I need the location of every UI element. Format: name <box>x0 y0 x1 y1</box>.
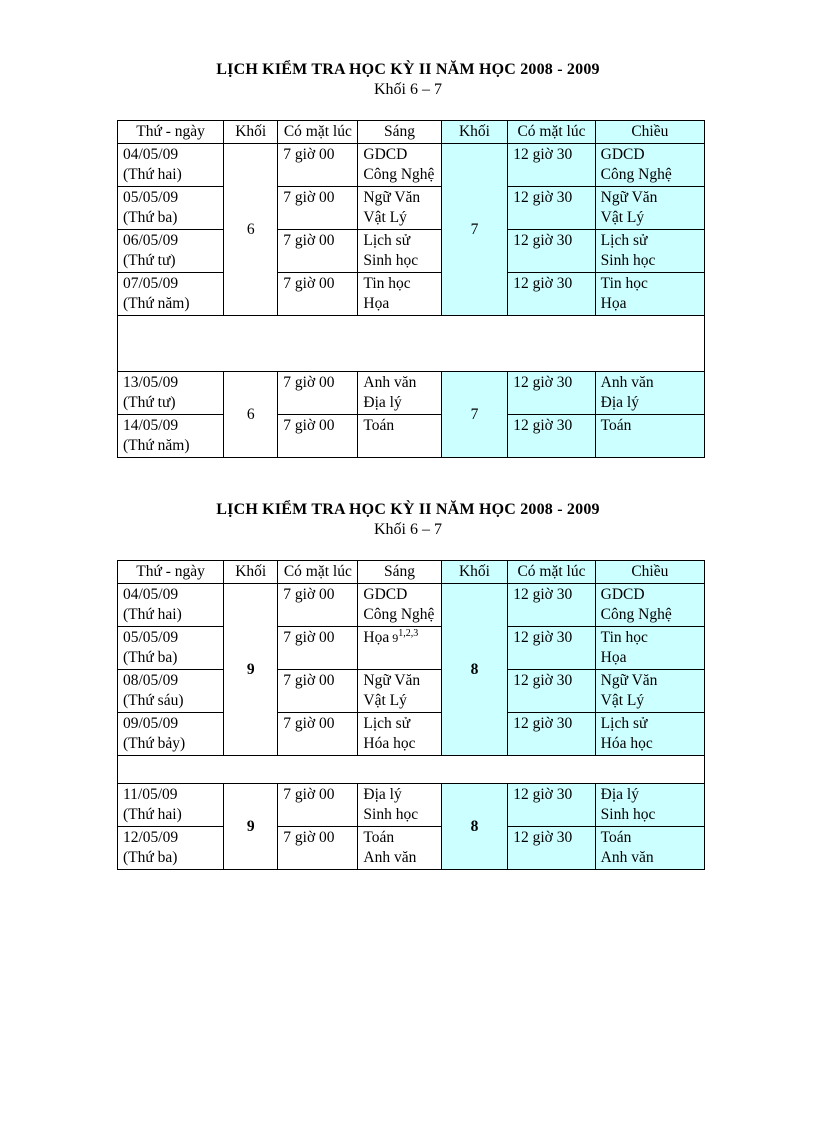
header-morning: Sáng <box>358 561 441 584</box>
subject: Địa lý <box>600 786 639 803</box>
table-row <box>118 584 705 627</box>
weekday: (Thứ bảy) <box>123 735 186 752</box>
morning-time: 7 giờ 00 <box>278 187 358 230</box>
separator-row <box>118 756 705 784</box>
morning-subjects <box>358 584 441 627</box>
afternoon-subjects <box>595 713 704 756</box>
header-arrival: Có mặt lúc <box>278 121 358 144</box>
subject: Toán <box>600 829 632 846</box>
morning-subjects <box>358 273 441 316</box>
subject: Ngữ Văn <box>363 189 421 206</box>
table-row <box>118 273 705 316</box>
morning-subjects <box>358 827 441 870</box>
subject: Anh văn <box>600 374 654 391</box>
header-date: Thứ - ngày <box>118 121 224 144</box>
subject: Toán <box>363 829 395 846</box>
subject: GDCD <box>363 586 408 603</box>
afternoon-grade: 8 <box>441 784 508 870</box>
weekday: (Thứ tư) <box>123 394 176 411</box>
morning-time: 7 giờ 00 <box>278 372 358 415</box>
date: 04/05/09 <box>123 586 179 603</box>
afternoon-subjects <box>595 784 704 827</box>
subject: Sinh học <box>363 806 419 823</box>
subject: Công Nghệ <box>363 606 435 623</box>
subject: Ngữ Văn <box>363 672 421 689</box>
date: 07/05/09 <box>123 275 179 292</box>
weekday: (Thứ năm) <box>123 437 190 454</box>
afternoon-time: 12 giờ 30 <box>508 827 595 870</box>
morning-time: 7 giờ 00 <box>278 713 358 756</box>
morning-grade: 6 <box>224 372 278 458</box>
morning-time: 7 giờ 00 <box>278 230 358 273</box>
subject: Sinh học <box>600 806 656 823</box>
morning-subjects <box>358 144 441 187</box>
date-cell <box>118 144 224 187</box>
weekday: (Thứ năm) <box>123 295 190 312</box>
morning-subjects <box>358 230 441 273</box>
date-cell <box>118 713 224 756</box>
subject: Ngữ Văn <box>600 189 658 206</box>
morning-subjects <box>358 627 441 670</box>
afternoon-time: 12 giờ 30 <box>508 713 595 756</box>
header-grade: Khối <box>224 561 278 584</box>
morning-subjects <box>358 415 441 458</box>
table-row <box>118 784 705 827</box>
afternoon-grade: 7 <box>441 144 508 316</box>
subject: Toán <box>600 417 632 434</box>
subject: Sinh học <box>600 252 656 269</box>
afternoon-subjects <box>595 584 704 627</box>
afternoon-time: 12 giờ 30 <box>508 627 595 670</box>
subject: Họa <box>600 295 627 312</box>
date-cell <box>118 584 224 627</box>
header-afternoon: Chiều <box>595 561 704 584</box>
table-row <box>118 670 705 713</box>
header-row <box>118 121 705 144</box>
afternoon-time: 12 giờ 30 <box>508 670 595 713</box>
date-cell <box>118 230 224 273</box>
schedule-title: LỊCH KIỂM TRA HỌC KỲ II NĂM HỌC 2008 - 2009 <box>216 501 600 518</box>
table-row <box>118 713 705 756</box>
subject: GDCD <box>363 146 408 163</box>
afternoon-subjects <box>595 372 704 415</box>
afternoon-time: 12 giờ 30 <box>508 584 595 627</box>
date-cell <box>118 187 224 230</box>
class-numbers: 1,2,3 <box>398 628 419 639</box>
date: 13/05/09 <box>123 374 179 391</box>
morning-subjects <box>358 372 441 415</box>
date: 05/05/09 <box>123 189 179 206</box>
weekday: (Thứ hai) <box>123 606 182 623</box>
subject: Địa lý <box>363 394 402 411</box>
date: 05/05/09 <box>123 629 179 646</box>
morning-time: 7 giờ 00 <box>278 273 358 316</box>
weekday: (Thứ hai) <box>123 806 182 823</box>
subject: Hóa học <box>363 735 416 752</box>
subject: Sinh học <box>363 252 419 269</box>
subject: Địa lý <box>363 786 402 803</box>
afternoon-subjects <box>595 670 704 713</box>
date-cell <box>118 372 224 415</box>
separator-cell <box>118 316 705 372</box>
morning-time: 7 giờ 00 <box>278 784 358 827</box>
subject: Lịch sử <box>363 232 411 249</box>
header-grade: Khối <box>441 561 508 584</box>
date-cell <box>118 670 224 713</box>
morning-grade: 9 <box>224 584 278 756</box>
weekday: (Thứ ba) <box>123 649 178 666</box>
morning-time: 7 giờ 00 <box>278 584 358 627</box>
subject: Công Nghệ <box>600 166 672 183</box>
date-cell <box>118 627 224 670</box>
morning-subjects <box>358 713 441 756</box>
morning-grade: 6 <box>224 144 278 316</box>
header-grade: Khối <box>224 121 278 144</box>
date: 12/05/09 <box>123 829 179 846</box>
morning-time: 7 giờ 00 <box>278 415 358 458</box>
separator-cell <box>118 756 705 784</box>
header-row <box>118 561 705 584</box>
subject: Tin học <box>363 275 411 292</box>
afternoon-grade: 8 <box>441 584 508 756</box>
date: 11/05/09 <box>123 786 178 803</box>
table-row <box>118 627 705 670</box>
date: 08/05/09 <box>123 672 179 689</box>
afternoon-subjects <box>595 627 704 670</box>
header-afternoon: Chiều <box>595 121 704 144</box>
weekday: (Thứ ba) <box>123 209 178 226</box>
class-group: 9 <box>389 631 399 645</box>
afternoon-time: 12 giờ 30 <box>508 187 595 230</box>
table-row <box>118 827 705 870</box>
subject: Ngữ Văn <box>600 672 658 689</box>
subject: Vật Lý <box>600 692 645 709</box>
subject: Hóa học <box>600 735 653 752</box>
subject: Anh văn <box>363 374 417 391</box>
date: 04/05/09 <box>123 146 179 163</box>
subject: Họa <box>600 649 627 666</box>
morning-time: 7 giờ 00 <box>278 627 358 670</box>
schedule-table <box>117 120 705 458</box>
morning-subjects <box>358 187 441 230</box>
afternoon-subjects <box>595 230 704 273</box>
table-row <box>118 144 705 187</box>
schedule-title: LỊCH KIỂM TRA HỌC KỲ II NĂM HỌC 2008 - 2009 <box>216 61 600 78</box>
separator-row <box>118 316 705 372</box>
afternoon-subjects <box>595 273 704 316</box>
subject: Tin học <box>600 629 648 646</box>
afternoon-time: 12 giờ 30 <box>508 273 595 316</box>
subject: Lịch sử <box>600 715 648 732</box>
subject: Họa <box>363 295 390 312</box>
date: 06/05/09 <box>123 232 179 249</box>
afternoon-time: 12 giờ 30 <box>508 230 595 273</box>
weekday: (Thứ hai) <box>123 166 182 183</box>
date: 09/05/09 <box>123 715 179 732</box>
subject: Vật Lý <box>600 209 645 226</box>
date-cell <box>118 827 224 870</box>
morning-grade: 9 <box>224 784 278 870</box>
date-cell <box>118 415 224 458</box>
subject: Vật Lý <box>363 209 407 226</box>
subject: Vật Lý <box>363 692 407 709</box>
afternoon-grade: 7 <box>441 372 508 458</box>
table-row <box>118 187 705 230</box>
date-cell <box>118 273 224 316</box>
weekday: (Thứ sáu) <box>123 692 184 709</box>
morning-time: 7 giờ 00 <box>278 144 358 187</box>
morning-time: 7 giờ 00 <box>278 670 358 713</box>
header-arrival: Có mặt lúc <box>508 121 595 144</box>
afternoon-subjects <box>595 827 704 870</box>
afternoon-time: 12 giờ 30 <box>508 372 595 415</box>
date-cell <box>118 784 224 827</box>
subject: Lịch sử <box>600 232 648 249</box>
table-row <box>118 230 705 273</box>
schedule-table <box>117 560 705 870</box>
afternoon-time: 12 giờ 30 <box>508 144 595 187</box>
subject: Anh văn <box>600 849 654 866</box>
subject: Lịch sử <box>363 715 411 732</box>
subject: Anh văn <box>363 849 417 866</box>
weekday: (Thứ tư) <box>123 252 176 269</box>
morning-time: 7 giờ 00 <box>278 827 358 870</box>
afternoon-time: 12 giờ 30 <box>508 415 595 458</box>
morning-subjects <box>358 670 441 713</box>
afternoon-subjects <box>595 415 704 458</box>
subject: GDCD <box>600 146 645 163</box>
header-date: Thứ - ngày <box>118 561 224 584</box>
subject: Toán <box>363 417 395 434</box>
subject: Họa 9$^{1,2,3}$ <box>363 628 419 646</box>
table-row <box>118 415 705 458</box>
subject: Công Nghệ <box>363 166 435 183</box>
subject: Công Nghệ <box>600 606 672 623</box>
afternoon-subjects <box>595 144 704 187</box>
afternoon-subjects <box>595 187 704 230</box>
schedule-subtitle: Khối 6 – 7 <box>374 81 442 98</box>
table-row <box>118 372 705 415</box>
morning-subjects <box>358 784 441 827</box>
subject: Địa lý <box>600 394 639 411</box>
weekday: (Thứ ba) <box>123 849 178 866</box>
subject: GDCD <box>600 586 645 603</box>
header-morning: Sáng <box>358 121 441 144</box>
header-arrival: Có mặt lúc <box>278 561 358 584</box>
afternoon-time: 12 giờ 30 <box>508 784 595 827</box>
schedule-subtitle: Khối 6 – 7 <box>374 521 442 538</box>
header-grade: Khối <box>441 121 508 144</box>
date: 14/05/09 <box>123 417 179 434</box>
subject: Tin học <box>600 275 648 292</box>
header-arrival: Có mặt lúc <box>508 561 595 584</box>
